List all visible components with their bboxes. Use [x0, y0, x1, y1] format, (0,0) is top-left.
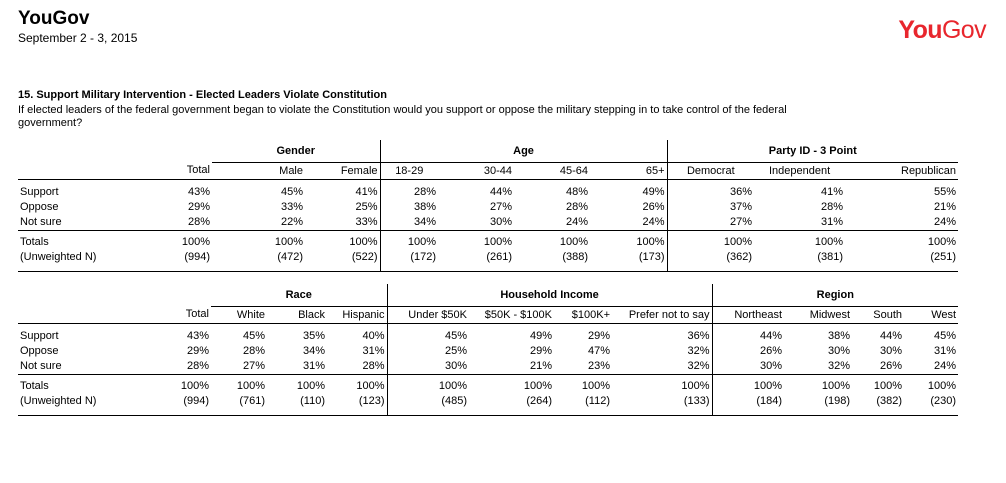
- cell: 25%: [387, 344, 469, 359]
- cell: 100%: [438, 230, 514, 250]
- row-label: (Unweighted N): [18, 394, 168, 416]
- cell: (261): [438, 250, 514, 272]
- cell: 40%: [327, 323, 387, 344]
- cell: 100%: [784, 374, 852, 394]
- cell: 44%: [852, 323, 904, 344]
- cell: 35%: [267, 323, 327, 344]
- cell: 49%: [590, 179, 667, 200]
- row-label: Not sure: [20, 359, 62, 372]
- col-header: Independent: [768, 164, 831, 177]
- cell: 100%: [904, 374, 958, 394]
- group-region: Region: [712, 284, 958, 306]
- cell: 34%: [380, 215, 438, 231]
- col-header: Democrat: [667, 162, 754, 179]
- cell: 29%: [187, 200, 210, 213]
- cell: 30%: [489, 215, 513, 228]
- cell: (251): [845, 250, 958, 272]
- brand-title: YouGov: [18, 8, 90, 29]
- cell: 45%: [211, 323, 267, 344]
- row-unweighted-n: [18, 394, 958, 416]
- cell: 29%: [529, 344, 552, 357]
- col-header: Female: [340, 164, 378, 177]
- col-header: Male: [279, 164, 303, 177]
- cell: (264): [469, 394, 554, 416]
- row-totals: [18, 230, 958, 250]
- cell: 43%: [168, 323, 211, 344]
- group-household-income: Household Income: [387, 284, 712, 306]
- cell: 100%: [387, 374, 469, 394]
- cell: 100%: [612, 374, 712, 394]
- cell: 45%: [212, 179, 305, 200]
- row-label: Oppose: [20, 344, 59, 357]
- cell: 100%: [514, 230, 590, 250]
- group-race: Race: [211, 284, 387, 306]
- cell: (230): [904, 394, 958, 416]
- cell: 100%: [212, 230, 305, 250]
- cell: 41%: [754, 179, 845, 200]
- col-header: Under $50K: [387, 306, 469, 323]
- column-header-row: [18, 306, 958, 323]
- cell: (485): [387, 394, 469, 416]
- cell: 100%: [380, 230, 438, 250]
- cell: 28%: [821, 200, 844, 213]
- cell: (994): [168, 250, 212, 272]
- col-header: White: [236, 308, 265, 321]
- cell: 27%: [667, 215, 754, 231]
- column-header-row: [18, 162, 958, 179]
- cell: 45%: [904, 323, 958, 344]
- cell: 28%: [186, 359, 209, 372]
- survey-date: September 2 - 3, 2015: [18, 31, 138, 45]
- cell: (381): [754, 250, 845, 272]
- cell: 100%: [305, 230, 380, 250]
- col-header: Prefer not to say: [628, 308, 710, 321]
- row-unweighted-n: [18, 250, 958, 272]
- cell: 31%: [362, 344, 385, 357]
- cell: 33%: [355, 215, 378, 228]
- cell: 55%: [845, 179, 958, 200]
- cell: 31%: [821, 215, 844, 228]
- logo-text-main: You: [898, 16, 942, 44]
- row-label: Not sure: [20, 215, 62, 228]
- cell: 28%: [565, 200, 589, 213]
- cell: 24%: [934, 215, 957, 228]
- row-not-sure: [18, 359, 958, 375]
- row-label: Support: [18, 179, 168, 200]
- cell: 34%: [302, 344, 325, 357]
- cell: (382): [852, 394, 904, 416]
- cell: (184): [712, 394, 784, 416]
- cell: 28%: [242, 344, 265, 357]
- row-totals: [18, 374, 958, 394]
- group-header-row: [18, 140, 958, 162]
- col-header: Midwest: [809, 308, 851, 321]
- row-label: Totals: [18, 374, 168, 394]
- cell: 100%: [667, 230, 754, 250]
- cell: 31%: [934, 344, 957, 357]
- group-header-row: [18, 284, 958, 306]
- cell: 29%: [554, 323, 612, 344]
- cell: 41%: [305, 179, 380, 200]
- cell: 24%: [934, 359, 957, 372]
- group-gender: Gender: [212, 140, 380, 162]
- cell: 22%: [280, 215, 303, 228]
- cell: 43%: [168, 179, 212, 200]
- cell: 44%: [712, 323, 784, 344]
- cell: 100%: [469, 374, 554, 394]
- cell: 30%: [880, 344, 903, 357]
- cell: 32%: [687, 344, 710, 357]
- cell: (123): [327, 394, 387, 416]
- col-header: Black: [298, 308, 325, 321]
- row-label: Support: [18, 323, 168, 344]
- crosstab-gender-age-party: [18, 140, 958, 272]
- cell: 100%: [554, 374, 612, 394]
- row-oppose: [18, 344, 958, 359]
- cell: 47%: [587, 344, 610, 357]
- cell: 29%: [186, 344, 209, 357]
- cell: (994): [168, 394, 211, 416]
- cell: 24%: [642, 215, 665, 228]
- cell: 45%: [387, 323, 469, 344]
- cell: 28%: [362, 359, 385, 372]
- cell: 33%: [280, 200, 303, 213]
- col-header: 65+: [645, 164, 665, 177]
- cell: 36%: [667, 179, 754, 200]
- cell: (198): [784, 394, 852, 416]
- cell: 100%: [754, 230, 845, 250]
- cell: (172): [380, 250, 438, 272]
- cell: (112): [554, 394, 612, 416]
- cell: 28%: [187, 215, 210, 228]
- cell: (761): [211, 394, 267, 416]
- logo-text-light: Gov: [941, 16, 986, 44]
- col-header: $50K - $100K: [484, 308, 552, 321]
- cell: 38%: [380, 200, 438, 215]
- cell: 100%: [327, 374, 387, 394]
- cell: 44%: [438, 179, 514, 200]
- cell: 48%: [514, 179, 590, 200]
- cell: 100%: [845, 230, 958, 250]
- cell: 21%: [934, 200, 957, 213]
- cell: 25%: [355, 200, 378, 213]
- cell: 38%: [784, 323, 852, 344]
- cell: (173): [590, 250, 667, 272]
- cell: 21%: [529, 359, 552, 372]
- col-header: Republican: [901, 164, 957, 177]
- cell: 31%: [302, 359, 325, 372]
- cell: (362): [667, 250, 754, 272]
- cell: 100%: [267, 374, 327, 394]
- row-oppose: [18, 200, 958, 215]
- cell: (388): [514, 250, 590, 272]
- cell: 30%: [387, 359, 469, 375]
- col-header: Total: [185, 308, 209, 321]
- col-header: West: [931, 308, 957, 321]
- cell: 100%: [712, 374, 784, 394]
- row-support: [18, 179, 958, 200]
- cell: 26%: [880, 359, 903, 372]
- cell: 28%: [380, 179, 438, 200]
- yougov-logo: [898, 16, 986, 45]
- cell: 100%: [211, 374, 267, 394]
- col-header: Northeast: [712, 306, 784, 323]
- cell: 23%: [587, 359, 610, 372]
- row-support: [18, 323, 958, 344]
- cell: (110): [267, 394, 327, 416]
- col-header: Hispanic: [342, 308, 385, 321]
- crosstab-race-income-region: [18, 284, 958, 416]
- cell: 26%: [642, 200, 665, 213]
- question-title: 15. Support Military Intervention - Elected Leaders Violate Constitution: [18, 89, 387, 101]
- col-header: South: [873, 308, 903, 321]
- row-label: Oppose: [20, 200, 59, 213]
- cell: 100%: [852, 374, 904, 394]
- cell: 27%: [242, 359, 265, 372]
- cell: (522): [305, 250, 380, 272]
- cell: 24%: [565, 215, 589, 228]
- row-label: (Unweighted N): [18, 250, 168, 272]
- row-label: Totals: [18, 230, 168, 250]
- question-text: If elected leaders of the federal government began to violate the Constitution would you support or oppose the military stepping in to take control of the federal government?: [18, 104, 787, 129]
- cell: 32%: [828, 359, 851, 372]
- group-party: Party ID - 3 Point: [667, 140, 958, 162]
- cell: 100%: [168, 374, 211, 394]
- cell: (133): [612, 394, 712, 416]
- col-header: 30-44: [483, 164, 513, 177]
- cell: 36%: [612, 323, 712, 344]
- group-age: Age: [380, 140, 667, 162]
- cell: 30%: [712, 359, 784, 375]
- cell: (472): [212, 250, 305, 272]
- cell: 37%: [667, 200, 754, 215]
- col-header: $100K+: [571, 308, 610, 321]
- cell: 100%: [168, 230, 212, 250]
- col-header: 45-64: [559, 164, 589, 177]
- cell: 49%: [469, 323, 554, 344]
- col-header: Total: [186, 164, 210, 177]
- row-not-sure: [18, 215, 958, 231]
- cell: 30%: [828, 344, 851, 357]
- cell: 26%: [712, 344, 784, 359]
- cell: 100%: [590, 230, 667, 250]
- col-header: 18-29: [380, 162, 438, 179]
- cell: 32%: [687, 359, 710, 372]
- cell: 27%: [489, 200, 513, 213]
